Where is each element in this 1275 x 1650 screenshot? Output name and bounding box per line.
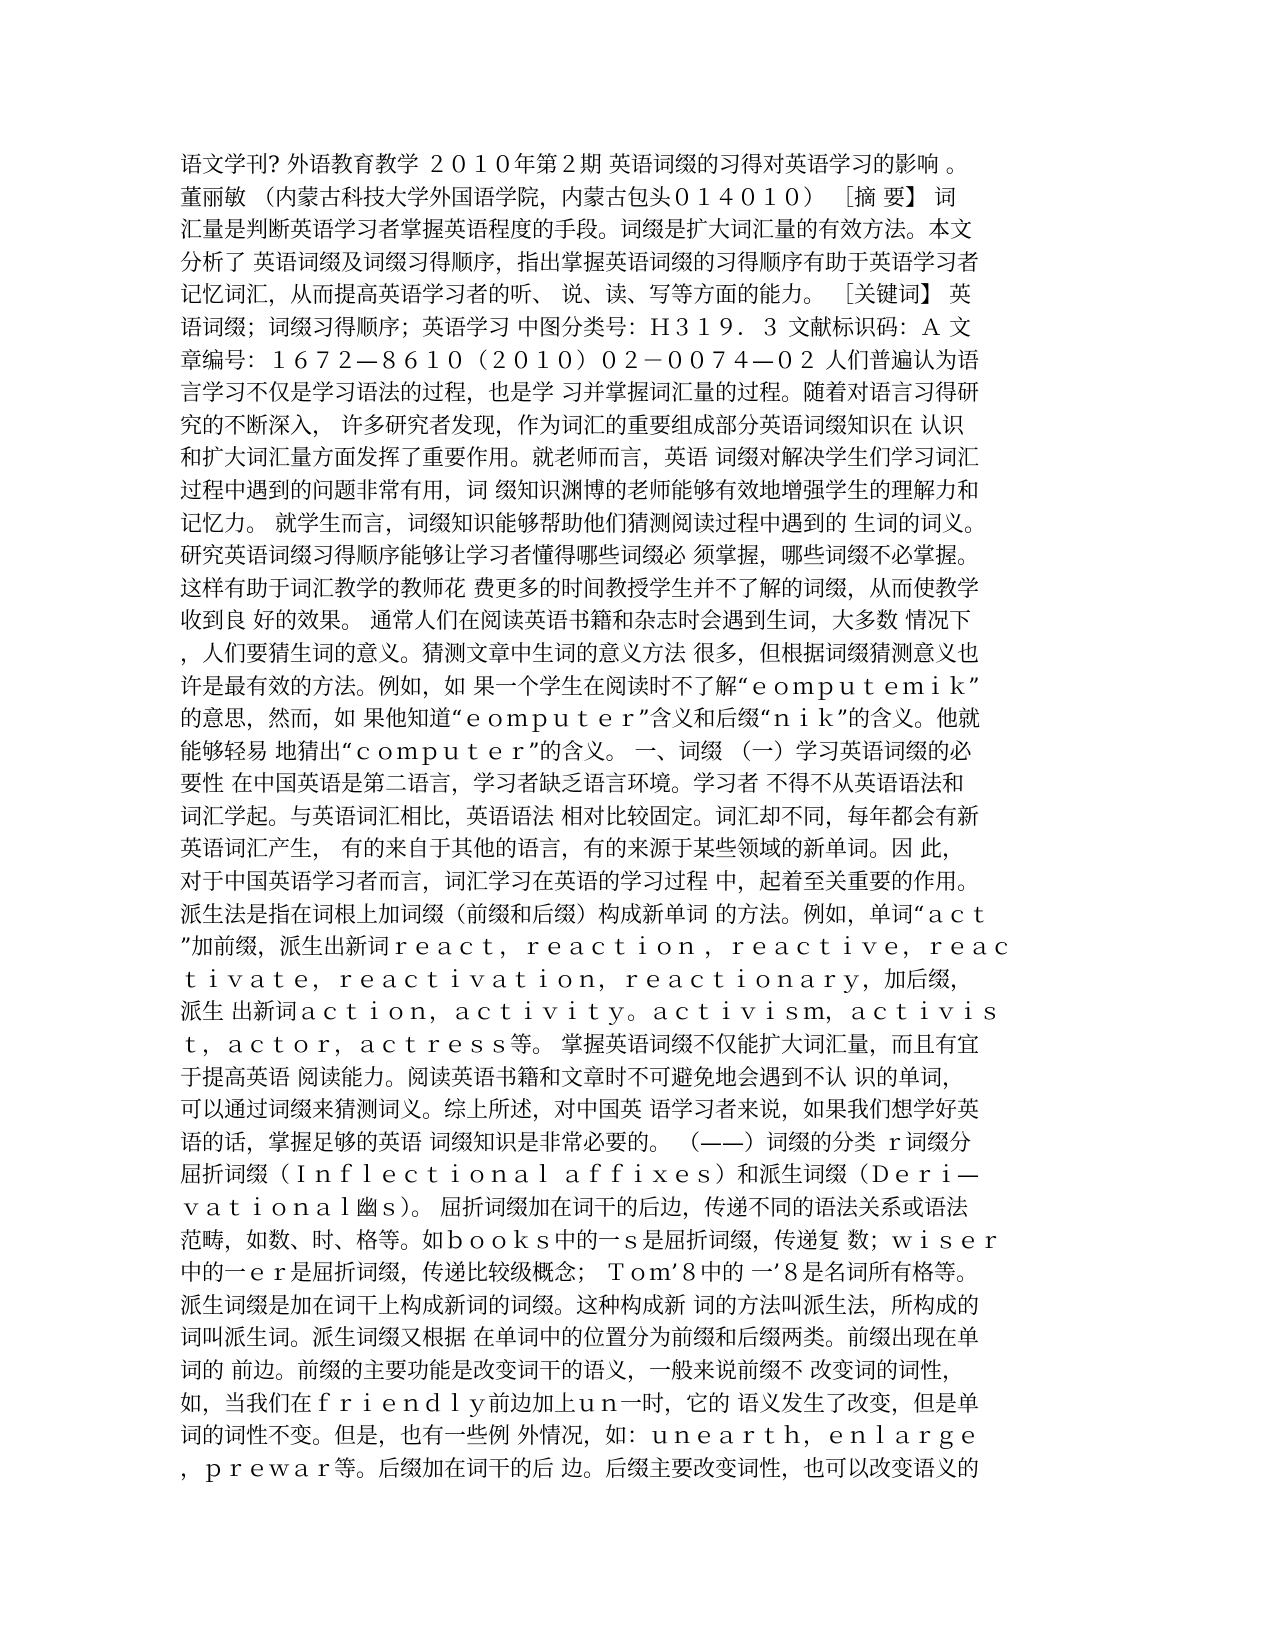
text-line: 研究英语词缀习得顺序能够让学习者懂得哪些词缀必 须掌握，哪些词缀不必掌握。 — [180, 544, 979, 570]
text-line: 词的词性不变。但是，也有一些例 外情况，如：ｕｎｅａｒｔｈ，ｅｎｌａｒｇｅ — [180, 1424, 979, 1450]
text-line: 派生 出新词ａｃｔｉｏｎ，ａｃｔｉｖｉｔｙ。ａｃｔｉｖｉｓｍ，ａｃｔｉｖｉｓ — [180, 1000, 1001, 1026]
text-line: 范畴，如数、时、格等。如ｂｏｏｋｓ中的一ｓ是屈折词缀，传递复 数；ｗｉｓｅｒ — [180, 1228, 1001, 1254]
text-line: 分析了 英语词缀及词缀习得顺序，指出掌握英语词缀的习得顺序有助于英语学习者 — [180, 250, 979, 276]
text-line: ｔ，ａｃｔｏｒ，ａｃｔｒｅｓｓ等。 掌握英语词缀不仅能扩大词汇量，而且有宜 — [180, 1033, 979, 1059]
text-line: 如，当我们在ｆｒｉｅｎｄｌｙ前边加上ｕｎ一时，它的 语义发生了改变，但是单 — [180, 1391, 979, 1417]
text-line: 汇量是判断英语学习者掌握英语程度的手段。词缀是扩大词汇量的有效方法。本文 — [180, 218, 973, 244]
text-line: 和扩大词汇量方面发挥了重要作用。就老师而言，英语 词缀对解决学生们学习词汇 — [180, 446, 979, 472]
text-line: 派生法是指在词根上加词缀（前缀和后缀）构成新单词 的方法。例如，单词“ａｃｔ — [180, 902, 991, 928]
text-line: 对于中国英语学习者而言，词汇学习在英语的学习过程 中，起着至关重要的作用。 — [180, 870, 979, 896]
text-line: 语文学刊? 外语教育教学 ２０１０年第２期 英语词缀的习得对英语学习的影响 。 — [180, 153, 968, 178]
text-line: 词叫派生词。派生词缀又根据 在单词中的位置分为前缀和后缀两类。前缀出现在单 — [180, 1326, 979, 1352]
text-line: 屈折词缀（Ｉｎｆｌｅｃｔｉｏｎａｌ ａｆｆｉｘｅｓ）和派生词缀（Ｄｅｒｉ— — [180, 1163, 979, 1189]
text-line: 董丽敏 （内蒙古科技大学外国语学院，内蒙古包头０１４０１０） ［摘 要】 词 — [180, 185, 956, 211]
text-line: 记忆词汇，从而提高英语学习者的听、 说、读、写等方面的能力。 ［关键词】 英 — [180, 283, 971, 309]
text-line: 言学习不仅是学习语法的过程，也是学 习并掌握词汇量的过程。随着对语言习得研 — [180, 381, 979, 407]
text-line: ｔｉｖａｔｅ，ｒｅａｃｔｉｖａｔｉｏｎ，ｒｅａｃｔｉｏｎａｒｙ，加后缀， — [180, 967, 973, 993]
text-line: 收到良 好的效果。 通常人们在阅读英语书籍和杂志时会遇到生词，大多数 情况下 — [180, 609, 971, 635]
text-line: 派生词缀是加在词干上构成新词的词缀。这种构成新 词的方法叫派生法，所构成的 — [180, 1293, 979, 1319]
text-line: ”加前缀，派生出新词ｒｅａｃｔ，ｒｅａｃｔｉｏｎ ，ｒｅａｃｔｉｖｅ，ｒｅａｃ — [180, 935, 1013, 961]
text-line: 语词缀；词缀习得顺序；英语学习 中图分类号：Ｈ３１９．３ 文献标识码：Ａ 文 — [180, 315, 971, 341]
text-line: 于提高英语 阅读能力。阅读英语书籍和文章时不可避免地会遇到不认 识的单词， — [180, 1065, 964, 1091]
text-line: ，人们要猜生词的意义。猜测文章中生词的意义方法 很多，但根据词缀猜测意义也 — [180, 641, 979, 667]
text-line: 过程中遇到的问题非常有用，词 缀知识渊博的老师能够有效地增强学生的理解力和 — [180, 478, 979, 504]
text-line: ，ｐｒｅｗａｒ等。后缀加在词干的后 边。后缀主要改变词性，也可以改变语义的 — [180, 1456, 979, 1482]
text-line: 记忆力。 就学生而言，词缀知识能够帮助他们猜测阅读过程中遇到的 生词的词义。 — [180, 511, 986, 537]
text-line: 词汇学起。与英语词汇相比，英语语法 相对比较固定。词汇却不同，每年都会有新 — [180, 804, 979, 830]
text-line: ｖａｔｉｏｎａｌ幽ｓ）。 屈折词缀加在词干的后边，传递不同的语法关系或语法 — [180, 1196, 968, 1221]
text-line: 许是最有效的方法。例如，如 果一个学生在阅读时不了解“ｅｏｍｐｕｔｅｍｉｋ” — [180, 674, 980, 700]
article-body — [180, 150, 1100, 1486]
text-line: 英语词汇产生， 有的来自于其他的语言，有的来源于某些领域的新单词。因 此， — [180, 837, 964, 863]
text-line: 能够轻易 地猜出“ｃｏｍｐｕｔｅｒ”的含义。 一、词缀 （一）学习英语词缀的必 — [180, 739, 972, 765]
text-line: 的意思，然而，如 果他知道“ｅｏｍｐｕｔｅｒ”含义和后缀“ｎｉｋ”的含义。他就 — [180, 707, 980, 733]
text-line: 中的一ｅｒ是屈折词缀，传递比较级概念； Ｔｏｍ’８中的 一’８是名词所有格等。 — [180, 1261, 978, 1287]
text-line: 可以通过词缀来猜测词义。综上所述，对中国英 语学习者来说，如果我们想学好英 — [180, 1098, 979, 1124]
text-line: 语的话，掌握足够的英语 词缀知识是非常必要的。 （——）词缀的分类 ｒ词缀分 — [180, 1130, 971, 1156]
text-line: 这样有助于词汇教学的教师花 费更多的时间教授学生并不了解的词缀，从而使教学 — [180, 576, 979, 602]
text-line: 究的不断深入， 许多研究者发现，作为词汇的重要组成部分英语词缀知识在 认识 — [180, 413, 964, 439]
text-line: 词的 前边。前缀的主要功能是改变词干的语义，一般来说前缀不 改变词的词性， — [180, 1358, 964, 1384]
text-line: 要性 在中国英语是第二语言，学习者缺乏语言环境。学习者 不得不从英语语法和 — [180, 772, 964, 798]
text-line: 章编号：１６７２—８６１０（２０１０）０２－００７４—０２ 人们普遍认为语 — [180, 348, 979, 374]
